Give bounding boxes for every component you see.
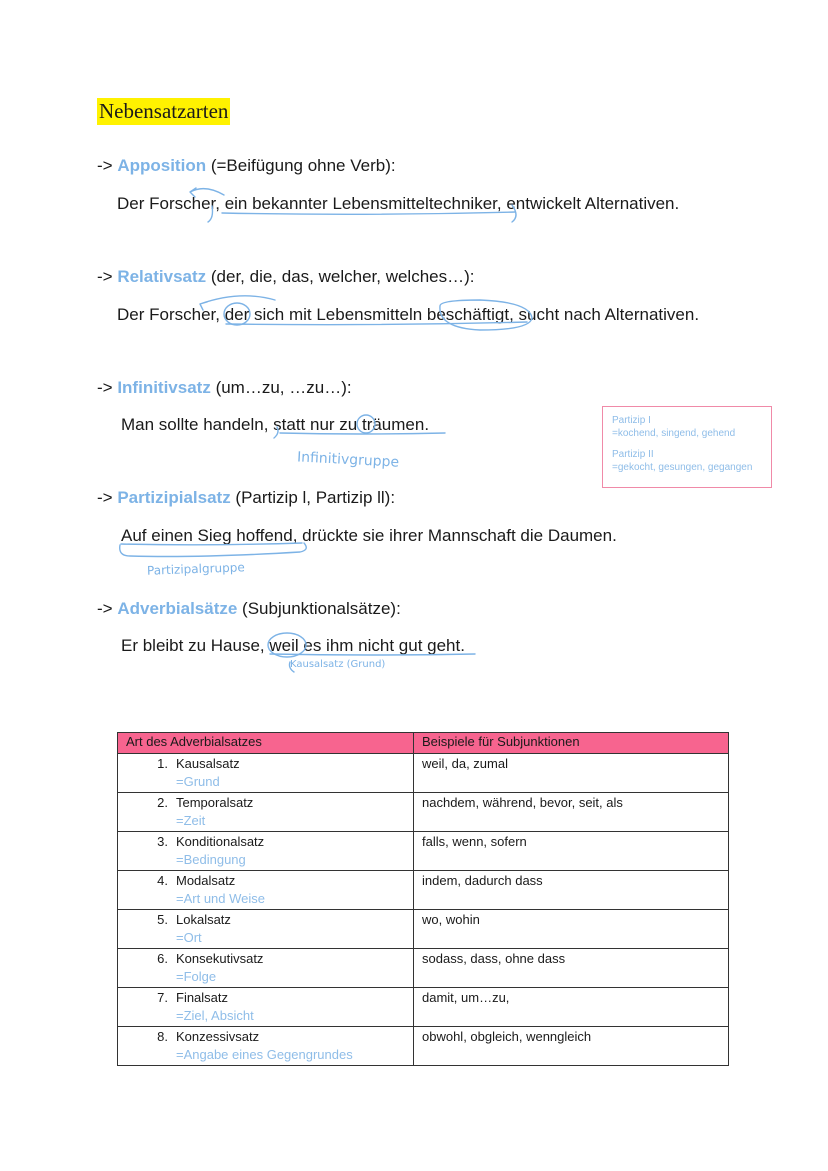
row-number: 1. xyxy=(157,756,168,771)
row-number: 6. xyxy=(157,951,168,966)
section-relativsatz-heading xyxy=(97,267,475,287)
arrow-marker: -> xyxy=(97,378,113,397)
row-type: Konditionalsatz xyxy=(176,834,265,849)
row-number: 4. xyxy=(157,873,168,888)
heading-rest: (Partizip l, Partizip ll): xyxy=(230,488,396,507)
arrow-marker: -> xyxy=(97,599,113,618)
cell-beispiele: indem, dadurch dass xyxy=(414,871,729,910)
cell-art xyxy=(118,949,414,988)
section-partizipialsatz-heading xyxy=(97,488,395,508)
partizip-2-label: Partizip II xyxy=(612,449,654,460)
row-number: 2. xyxy=(157,795,168,810)
table-row xyxy=(118,754,729,793)
row-meaning: =Bedingung xyxy=(176,852,246,867)
table-row xyxy=(118,910,729,949)
table-row xyxy=(118,871,729,910)
partizip-1-label: Partizip I xyxy=(612,415,651,426)
table-row xyxy=(118,988,729,1027)
cell-art xyxy=(118,988,414,1027)
table-body xyxy=(118,754,729,1066)
cell-beispiele: sodass, dass, ohne dass xyxy=(414,949,729,988)
keyword-adverbialsaetze: Adverbialsätze xyxy=(117,599,238,618)
page-title: Nebensatzarten xyxy=(99,99,229,123)
partizip-1-examples: =kochend, singend, gehend xyxy=(612,428,736,439)
row-type: Lokalsatz xyxy=(176,912,231,927)
row-number: 8. xyxy=(157,1029,168,1044)
cell-art xyxy=(118,910,414,949)
row-meaning: =Folge xyxy=(176,969,217,984)
cell-art xyxy=(118,1027,414,1066)
section-infinitivsatz-heading xyxy=(97,378,352,398)
keyword-infinitivsatz: Infinitivsatz xyxy=(117,378,211,397)
example-adverbialsatz: Er bleibt zu Hause, weil es ihm nicht gut geht. xyxy=(121,636,465,655)
example-relativsatz: Der Forscher, der sich mit Lebensmitteln beschäftigt, sucht nach Alternativen. xyxy=(117,305,700,324)
header-art: Art des Adverbialsatzes xyxy=(118,733,414,754)
row-type: Finalsatz xyxy=(176,990,229,1005)
row-type: Konzessivsatz xyxy=(176,1029,260,1044)
section-apposition-heading xyxy=(97,156,396,176)
row-meaning: =Angabe eines Gegengrundes xyxy=(176,1047,353,1062)
table-row xyxy=(118,832,729,871)
arrow-marker: -> xyxy=(97,488,113,507)
header-beispiele: Beispiele für Subjunktionen xyxy=(414,733,729,754)
heading-rest: (=Beifügung ohne Verb): xyxy=(206,156,396,175)
row-number: 3. xyxy=(157,834,168,849)
row-number: 7. xyxy=(157,990,168,1005)
row-meaning: =Ort xyxy=(176,930,202,945)
cell-art xyxy=(118,871,414,910)
note-infinitivgruppe: Infinitivgruppe xyxy=(296,449,400,471)
row-type: Kausalsatz xyxy=(176,756,240,771)
row-meaning: =Ziel, Absicht xyxy=(176,1008,254,1023)
table-row xyxy=(118,949,729,988)
keyword-partizipialsatz: Partizipialsatz xyxy=(117,488,231,507)
row-type: Konsekutivsatz xyxy=(176,951,264,966)
example-apposition: Der Forscher, ein bekannter Lebensmitteltechniker, entwickelt Alternativen. xyxy=(117,194,680,213)
partizip-info-box xyxy=(602,406,772,488)
heading-rest: (um…zu, …zu…): xyxy=(210,378,352,397)
cell-beispiele: weil, da, zumal xyxy=(414,754,729,793)
keyword-relativsatz: Relativsatz xyxy=(117,267,207,286)
arrow-marker: -> xyxy=(97,267,113,286)
row-meaning: =Art und Weise xyxy=(176,891,266,906)
arrow-marker: -> xyxy=(97,156,113,175)
cell-art xyxy=(118,793,414,832)
row-type: Temporalsatz xyxy=(176,795,254,810)
note-kausalsatz: Kausalsatz (Grund) xyxy=(290,659,386,670)
row-meaning: =Zeit xyxy=(176,813,206,828)
cell-beispiele: falls, wenn, sofern xyxy=(414,832,729,871)
heading-rest: (Subjunktionalsätze): xyxy=(237,599,401,618)
heading-rest: (der, die, das, welcher, welches…): xyxy=(206,267,475,286)
cell-art xyxy=(118,754,414,793)
partizip-2-examples: =gekocht, gesungen, gegangen xyxy=(612,462,753,473)
cell-beispiele: damit, um…zu, xyxy=(414,988,729,1027)
section-adverbialsaetze-heading xyxy=(97,599,401,619)
example-partizipialsatz: Auf einen Sieg hoffend, drückte sie ihrer Mannschaft die Daumen. xyxy=(121,526,617,545)
cell-art xyxy=(118,832,414,871)
cell-beispiele: wo, wohin xyxy=(414,910,729,949)
cell-beispiele: obwohl, obgleich, wenngleich xyxy=(414,1027,729,1066)
cell-beispiele: nachdem, während, bevor, seit, als xyxy=(414,793,729,832)
example-infinitivsatz: Man sollte handeln, statt nur zu träumen. xyxy=(121,415,430,434)
table-row xyxy=(118,1027,729,1066)
keyword-apposition: Apposition xyxy=(117,156,207,175)
row-meaning: =Grund xyxy=(176,774,220,789)
row-number: 5. xyxy=(157,912,168,927)
table-row xyxy=(118,793,729,832)
note-partizipalgruppe: Partizipalgruppe xyxy=(146,560,245,578)
table-header-row xyxy=(118,733,729,754)
adverbialsatz-table xyxy=(117,732,729,1066)
row-type: Modalsatz xyxy=(176,873,236,888)
